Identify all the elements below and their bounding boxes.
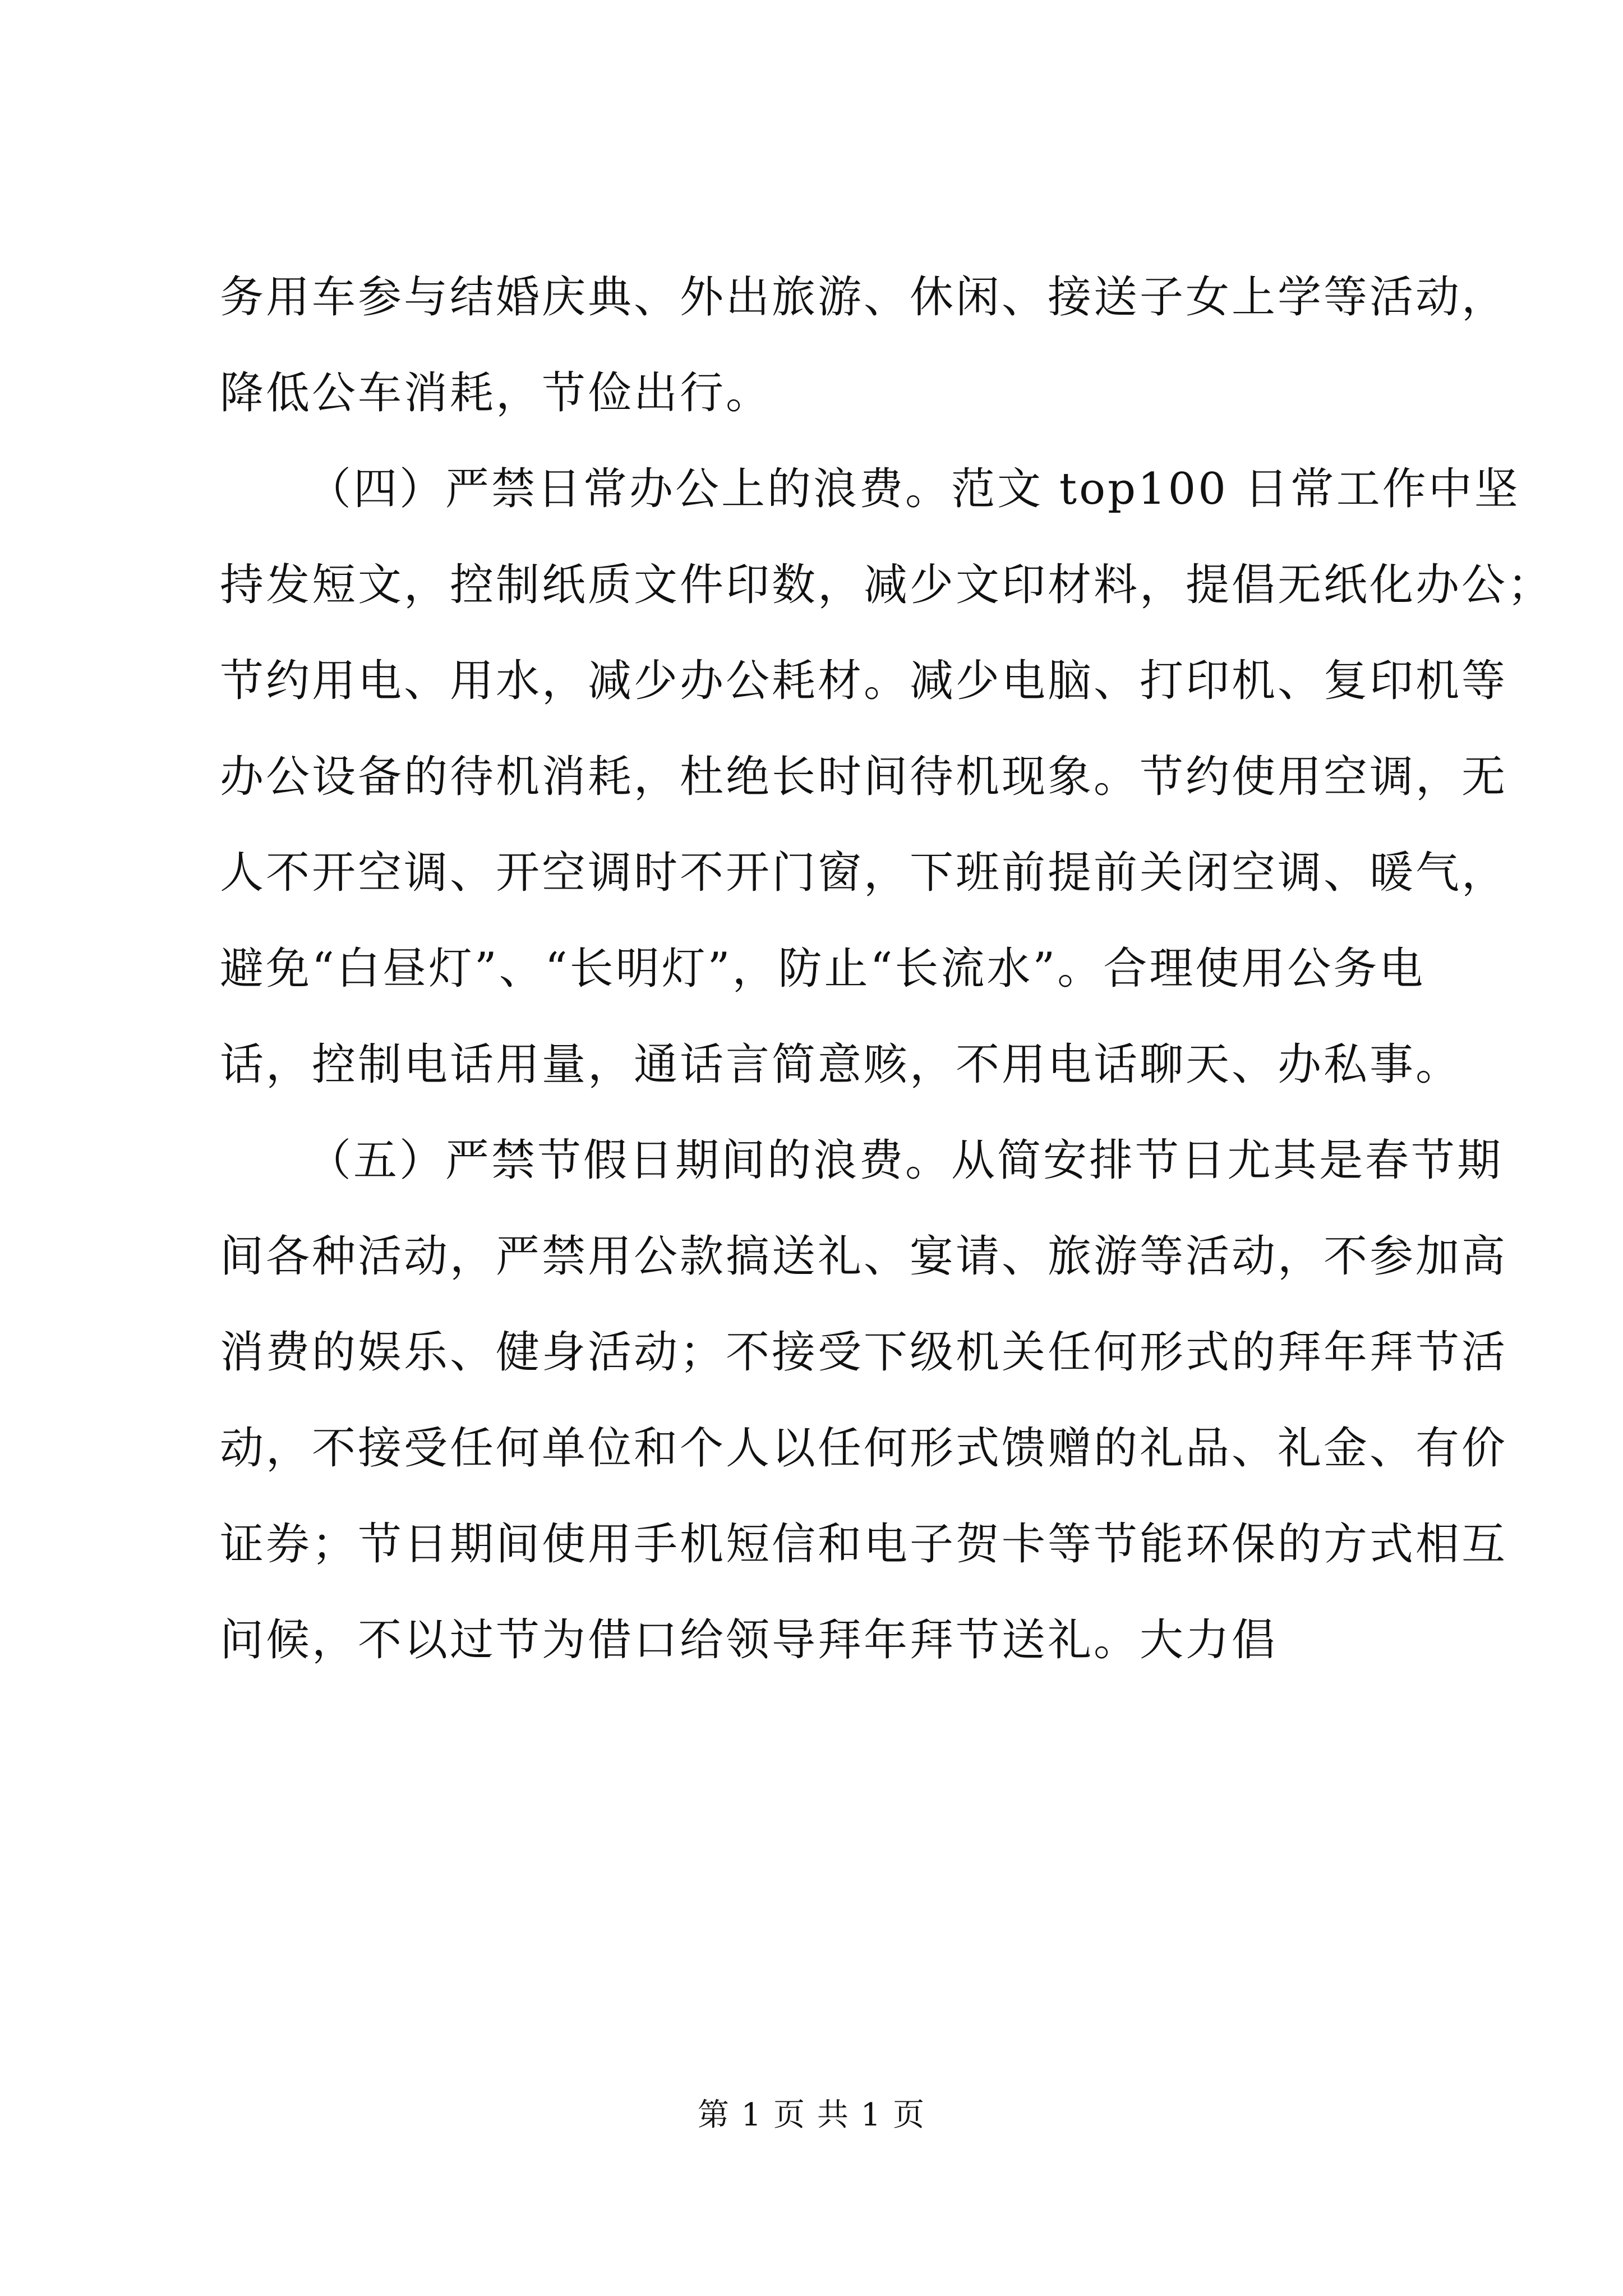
paragraph-heading-4: （四）严禁日常办公上的浪费。范文 top100 日常工作中坚 bbox=[307, 464, 1520, 514]
text-line: 间各种活动，严禁用公款搞送礼、宴请、旅游等活动，不参加高 bbox=[220, 1231, 1508, 1282]
text-line: 人不开空调、开空调时不开门窗，下班前提前关闭空调、暖气， bbox=[220, 848, 1508, 898]
text-line: 动，不接受任何单位和个人以任何形式馈赠的礼品、礼金、有价 bbox=[220, 1423, 1508, 1474]
text-line: 消费的娱乐、健身活动；不接受下级机关任何形式的拜年拜节活 bbox=[220, 1327, 1508, 1378]
text-line: 办公设备的待机消耗，杜绝长时间待机现象。节约使用空调，无 bbox=[220, 752, 1508, 802]
text-line: 持发短文，控制纸质文件印数，减少文印材料，提倡无纸化办公； bbox=[220, 560, 1554, 610]
text-line: 降低公车消耗，节俭出行。 bbox=[220, 368, 772, 418]
text-line: 避免“白昼灯”、“长明灯”，防止“长流水”。合理使用公务电 bbox=[220, 944, 1426, 994]
text-line: 节约用电、用水，减少办公耗材。减少电脑、打印机、复印机等 bbox=[220, 656, 1508, 706]
paragraph-heading-5: （五）严禁节假日期间的浪费。从简安排节日尤其是春节期 bbox=[307, 1135, 1504, 1186]
page-footer: 第 1 页 共 1 页 bbox=[697, 2097, 926, 2133]
text-line: 问候，不以过节为借口给领导拜年拜节送礼。大力倡 bbox=[220, 1615, 1278, 1665]
text-line: 话，控制电话用量，通话言简意赅，不用电话聊天、办私事。 bbox=[220, 1039, 1462, 1090]
text-line: 证券；节日期间使用手机短信和电子贺卡等节能环保的方式相互 bbox=[220, 1519, 1508, 1570]
text-line: 务用车参与结婚庆典、外出旅游、休闲、接送子女上学等活动， bbox=[220, 272, 1508, 323]
